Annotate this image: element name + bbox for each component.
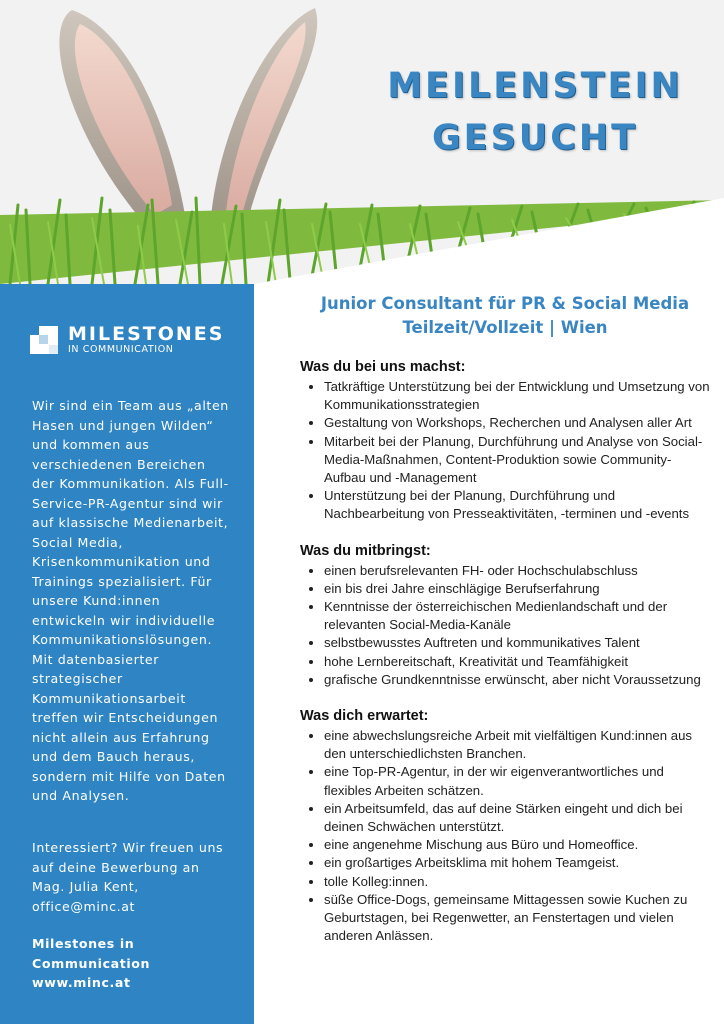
headline (370, 60, 700, 164)
job-title-line-1: Junior Consultant für PR & Social Media (320, 294, 690, 313)
job-description (300, 292, 710, 945)
list-item: • ein bis drei Jahre einschlägige Berufserfahrung (324, 580, 710, 598)
list-item: • eine angenehme Mischung aus Büro und Homeoffice. (324, 836, 710, 854)
company-signature (32, 934, 232, 993)
list-item: • Unterstützung bei der Planung, Durchführung und Nachbearbeitung von Presseaktivitäten, -terminen und -events (324, 487, 710, 523)
job-title (300, 292, 710, 340)
company-name-line-1: Milestones in (32, 936, 135, 951)
list-item: • grafische Grundkenntnisse erwünscht, aber nicht Voraussetzung (324, 671, 710, 689)
list-item: • einen berufsrelevanten FH- oder Hochschulabschluss (324, 562, 710, 580)
section-heading: Was du bei uns machst: (300, 359, 466, 375)
hero-banner (0, 0, 724, 284)
company-intro: Wir sind ein Team aus „alten Hasen und jungen Wilden“ und kommen aus verschiedenen Bereichen der Kommunikation. Als Full-Service-PR-Agentur sind wir auf klassische Medienarbeit, Social Media, Krisenkommunikation und Trainings spezialisiert. Für unsere Kund:innen entwickeln wir individuelle Kommunikationslösungen. Mit datenbasierter strategischer Kommunikationsarbeit treffen wir Entscheidungen nicht allein aus Erfahrung und dem Bauch heraus, sondern mit Hilfe von Daten und Analysen. (32, 398, 229, 803)
job-title-line-2: Teilzeit/Vollzeit | Wien (402, 318, 608, 337)
list-item: • selbstbewusstes Auftreten und kommunikatives Talent (324, 634, 710, 652)
contact-invitation: Interessiert? Wir freuen uns auf deine Bewerbung an (32, 840, 224, 875)
section-benefits (300, 707, 710, 945)
section-heading: Was du mitbringst: (300, 542, 431, 559)
company-website[interactable]: www.minc.at (32, 975, 131, 990)
headline-line-2: GESUCHT (431, 118, 639, 158)
sidebar (0, 284, 254, 1024)
company-name-line-2: Communication (32, 955, 151, 971)
company-logo (30, 324, 224, 356)
section-heading: Was dich erwartet: (300, 708, 429, 725)
list-item: • hohe Lernbereitschaft, Kreativität und Teamfähigkeit (324, 653, 710, 671)
list-item: • eine Top-PR-Agentur, in der wir eigenverantwortliches und flexibles Arbeiten schätzen. (324, 763, 710, 799)
contact-block (32, 838, 232, 916)
contact-email[interactable]: office@minc.at (32, 898, 136, 914)
contact-name: Mag. Julia Kent, (32, 879, 139, 894)
list-item: • süße Office-Dogs, gemeinsame Mittagessen sowie Kuchen zu Geburtstagen, bei Regenwetter, an Fenstertagen und vielen anderen Anlässen. (324, 891, 710, 946)
list-item: • eine abwechslungsreiche Arbeit mit vielfältigen Kund:innen aus den unterschiedlichsten Branchen. (324, 727, 710, 763)
list-item: • ein Arbeitsumfeld, das auf deine Stärken eingeht und dich bei deinen Schwächen unterstützt. (324, 800, 710, 836)
list-item: • ein großartiges Arbeitsklima mit hohem Teamgeist. (324, 854, 710, 872)
list-item: • Gestaltung von Workshops, Recherchen und Analysen aller Art (324, 414, 710, 432)
section-requirements (300, 542, 710, 689)
headline-line-1: MEILENSTEIN (387, 66, 683, 106)
bullet-list (300, 562, 710, 689)
section-tasks (300, 358, 710, 524)
logo-sub-text: IN COMMUNICATION (68, 344, 174, 355)
list-item: • Tatkräftige Unterstützung bei der Entwicklung und Umsetzung von Kommunikationsstrategien (324, 378, 710, 414)
list-item: • Kenntnisse der österreichischen Medienlandschaft und der relevanten Social-Media-Kanäle (324, 598, 710, 634)
bullet-list (300, 727, 710, 945)
list-item: • tolle Kolleg:innen. (324, 873, 710, 891)
list-item: • Mitarbeit bei der Planung, Durchführung und Analyse von Social-Media-Maßnahmen, Content-Produktion sowie Community-Aufbau und -Management (324, 433, 710, 488)
logo-main-text: MILESTONES (68, 323, 225, 345)
milestones-logo-icon (30, 326, 58, 354)
bullet-list (300, 378, 710, 524)
